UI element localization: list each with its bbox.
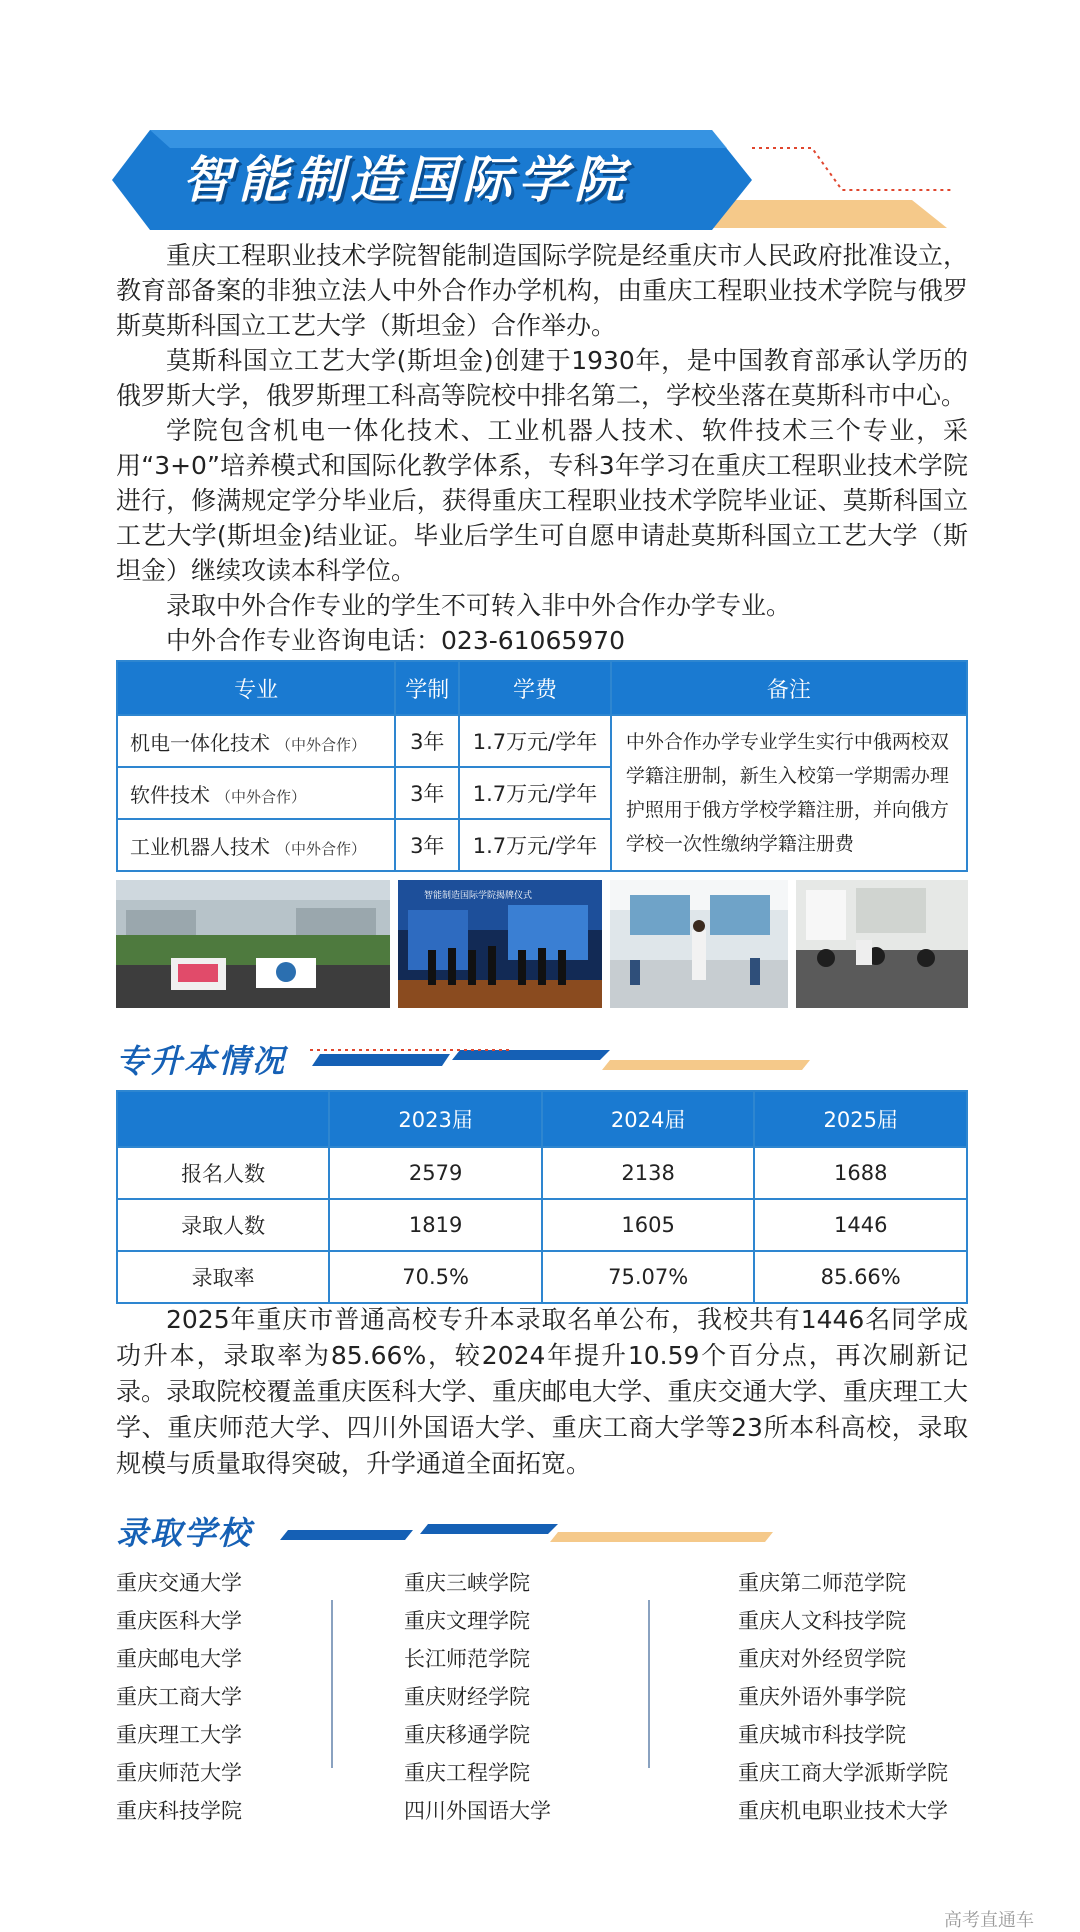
- school-item: 长江师范学院: [404, 1647, 530, 1671]
- school-item: 重庆第二师范学院: [738, 1571, 906, 1595]
- column-header: 2025届: [754, 1091, 967, 1147]
- upgrade-summary: [116, 1302, 968, 1482]
- school-item: 重庆财经学院: [404, 1685, 530, 1709]
- title-decoration: [310, 1048, 810, 1072]
- intro-paragraph: 录取中外合作专业的学生不可转入非中外合作办学专业。: [166, 591, 792, 620]
- years-cell: 3年: [395, 715, 459, 767]
- major-tag: （中外合作）: [216, 787, 307, 806]
- school-item: 重庆工商大学派斯学院: [738, 1761, 948, 1785]
- table-cell: 85.66%: [754, 1251, 967, 1303]
- school-item: 重庆对外经贸学院: [738, 1647, 906, 1671]
- note-cell: 中外合作办学专业学生实行中俄两校双学籍注册制，新生入校第一学期需办理护照用于俄方学校学籍注册，并向俄方学校一次性缴纳学籍注册费: [611, 715, 967, 871]
- major-tag: （中外合作）: [276, 735, 367, 754]
- majors-table: [116, 660, 968, 872]
- school-item: 重庆邮电大学: [116, 1647, 242, 1671]
- school-item: 重庆文理学院: [404, 1609, 530, 1633]
- upgrade-table: [116, 1090, 968, 1304]
- school-item: 重庆城市科技学院: [738, 1723, 906, 1747]
- intro-paragraph: 莫斯科国立工艺大学(斯坦金)创建于1930年，是中国教育部承认学历的俄罗斯大学，俄罗斯理工科高等院校中排名第二，学校坐落在莫斯科市中心。: [116, 346, 968, 410]
- column-header: [117, 1091, 329, 1147]
- table-row: [117, 715, 967, 767]
- school-item: 重庆工程学院: [404, 1761, 530, 1785]
- contact-phone: 中外合作专业咨询电话：023-61065970: [166, 626, 625, 655]
- school-item: 四川外国语大学: [404, 1799, 551, 1823]
- title-decoration: [278, 1522, 778, 1546]
- intro-paragraph: 学院包含机电一体化技术、工业机器人技术、软件技术三个专业，采用“3+0”培养模式和国际化教学体系，专科3年学习在重庆工程职业技术学院进行，修满规定学分毕业后，获得重庆工程职业技术学院毕业证、莫斯科国立工艺大学(斯坦金)结业证。毕业后学生可自愿申请赴莫斯科国立工艺大学（斯坦金）继续攻读本科学位。: [116, 416, 968, 585]
- table-cell: 1605: [542, 1199, 755, 1251]
- school-item: 重庆人文科技学院: [738, 1609, 906, 1633]
- table-row: [117, 1199, 967, 1251]
- major-tag: （中外合作）: [276, 839, 367, 858]
- major-name: 软件技术: [130, 782, 210, 807]
- photo-ceremony: [398, 880, 602, 1008]
- table-cell: 1819: [329, 1199, 542, 1251]
- table-cell: 70.5%: [329, 1251, 542, 1303]
- intro-text: [116, 238, 968, 658]
- section-banner: [112, 130, 952, 230]
- column-header: 2024届: [542, 1091, 755, 1147]
- row-label: 录取率: [117, 1251, 329, 1303]
- schools-column-2: [404, 1564, 551, 1830]
- column-divider: [331, 1600, 333, 1768]
- school-item: 重庆机电职业技术大学: [738, 1799, 948, 1823]
- school-item: 重庆医科大学: [116, 1609, 242, 1633]
- schools-column-3: [738, 1564, 948, 1830]
- banner-title: 智能制造国际学院: [182, 151, 630, 209]
- row-label: 报名人数: [117, 1147, 329, 1199]
- school-item: 重庆工商大学: [116, 1685, 242, 1709]
- summary-paragraph: 2025年重庆市普通高校专升本录取名单公布，我校共有1446名同学成功升本，录取率为85.66%，较2024年提升10.59个百分点，再次刷新记录。录取院校覆盖重庆医科大学、重庆邮电大学、重庆交通大学、重庆理工大学、重庆师范大学、四川外国语大学、重庆工商大学等23所本科高校，录取规模与质量取得突破，升学通道全面拓宽。: [116, 1305, 968, 1478]
- photo-group-students: [116, 880, 390, 1008]
- major-name-cell: [117, 819, 395, 871]
- photo-classroom: [610, 880, 788, 1008]
- years-cell: 3年: [395, 819, 459, 871]
- column-header: 学费: [459, 661, 611, 715]
- school-item: 重庆师范大学: [116, 1761, 242, 1785]
- major-name: 机电一体化技术: [130, 730, 270, 755]
- fee-cell: 1.7万元/学年: [459, 715, 611, 767]
- school-item: 重庆移通学院: [404, 1723, 530, 1747]
- upgrade-title: 专升本情况: [116, 1042, 287, 1080]
- photo-banner-text: 智能制造国际学院揭牌仪式: [424, 891, 533, 901]
- table-cell: 75.07%: [542, 1251, 755, 1303]
- intro-paragraph: 重庆工程职业技术学院智能制造国际学院是经重庆市人民政府批准设立，教育部备案的非独立法人中外合作办学机构，由重庆工程职业技术学院与俄罗斯莫斯科国立工艺大学（斯坦金）合作举办。: [116, 241, 968, 340]
- column-divider: [648, 1600, 650, 1768]
- table-row: [117, 1147, 967, 1199]
- table-cell: 2138: [542, 1147, 755, 1199]
- column-header: 专业: [117, 661, 395, 715]
- table-header-row: [117, 1091, 967, 1147]
- table-cell: 1688: [754, 1147, 967, 1199]
- school-item: 重庆理工大学: [116, 1723, 242, 1747]
- watermark: 高考直通车: [944, 1910, 1034, 1931]
- major-name-cell: [117, 715, 395, 767]
- fee-cell: 1.7万元/学年: [459, 767, 611, 819]
- school-item: 重庆交通大学: [116, 1571, 242, 1595]
- major-name-cell: [117, 767, 395, 819]
- schools-column-1: [116, 1564, 242, 1830]
- major-name: 工业机器人技术: [130, 834, 270, 859]
- schools-title: 录取学校: [116, 1514, 253, 1552]
- column-header: 2023届: [329, 1091, 542, 1147]
- school-item: 重庆科技学院: [116, 1799, 242, 1823]
- column-header: 备注: [611, 661, 967, 715]
- school-item: 重庆外语外事学院: [738, 1685, 906, 1709]
- table-header-row: [117, 661, 967, 715]
- years-cell: 3年: [395, 767, 459, 819]
- table-cell: 1446: [754, 1199, 967, 1251]
- photo-lecture: [796, 880, 968, 1008]
- column-header: 学制: [395, 661, 459, 715]
- fee-cell: 1.7万元/学年: [459, 819, 611, 871]
- school-item: 重庆三峡学院: [404, 1571, 530, 1595]
- table-row: [117, 1251, 967, 1303]
- row-label: 录取人数: [117, 1199, 329, 1251]
- table-cell: 2579: [329, 1147, 542, 1199]
